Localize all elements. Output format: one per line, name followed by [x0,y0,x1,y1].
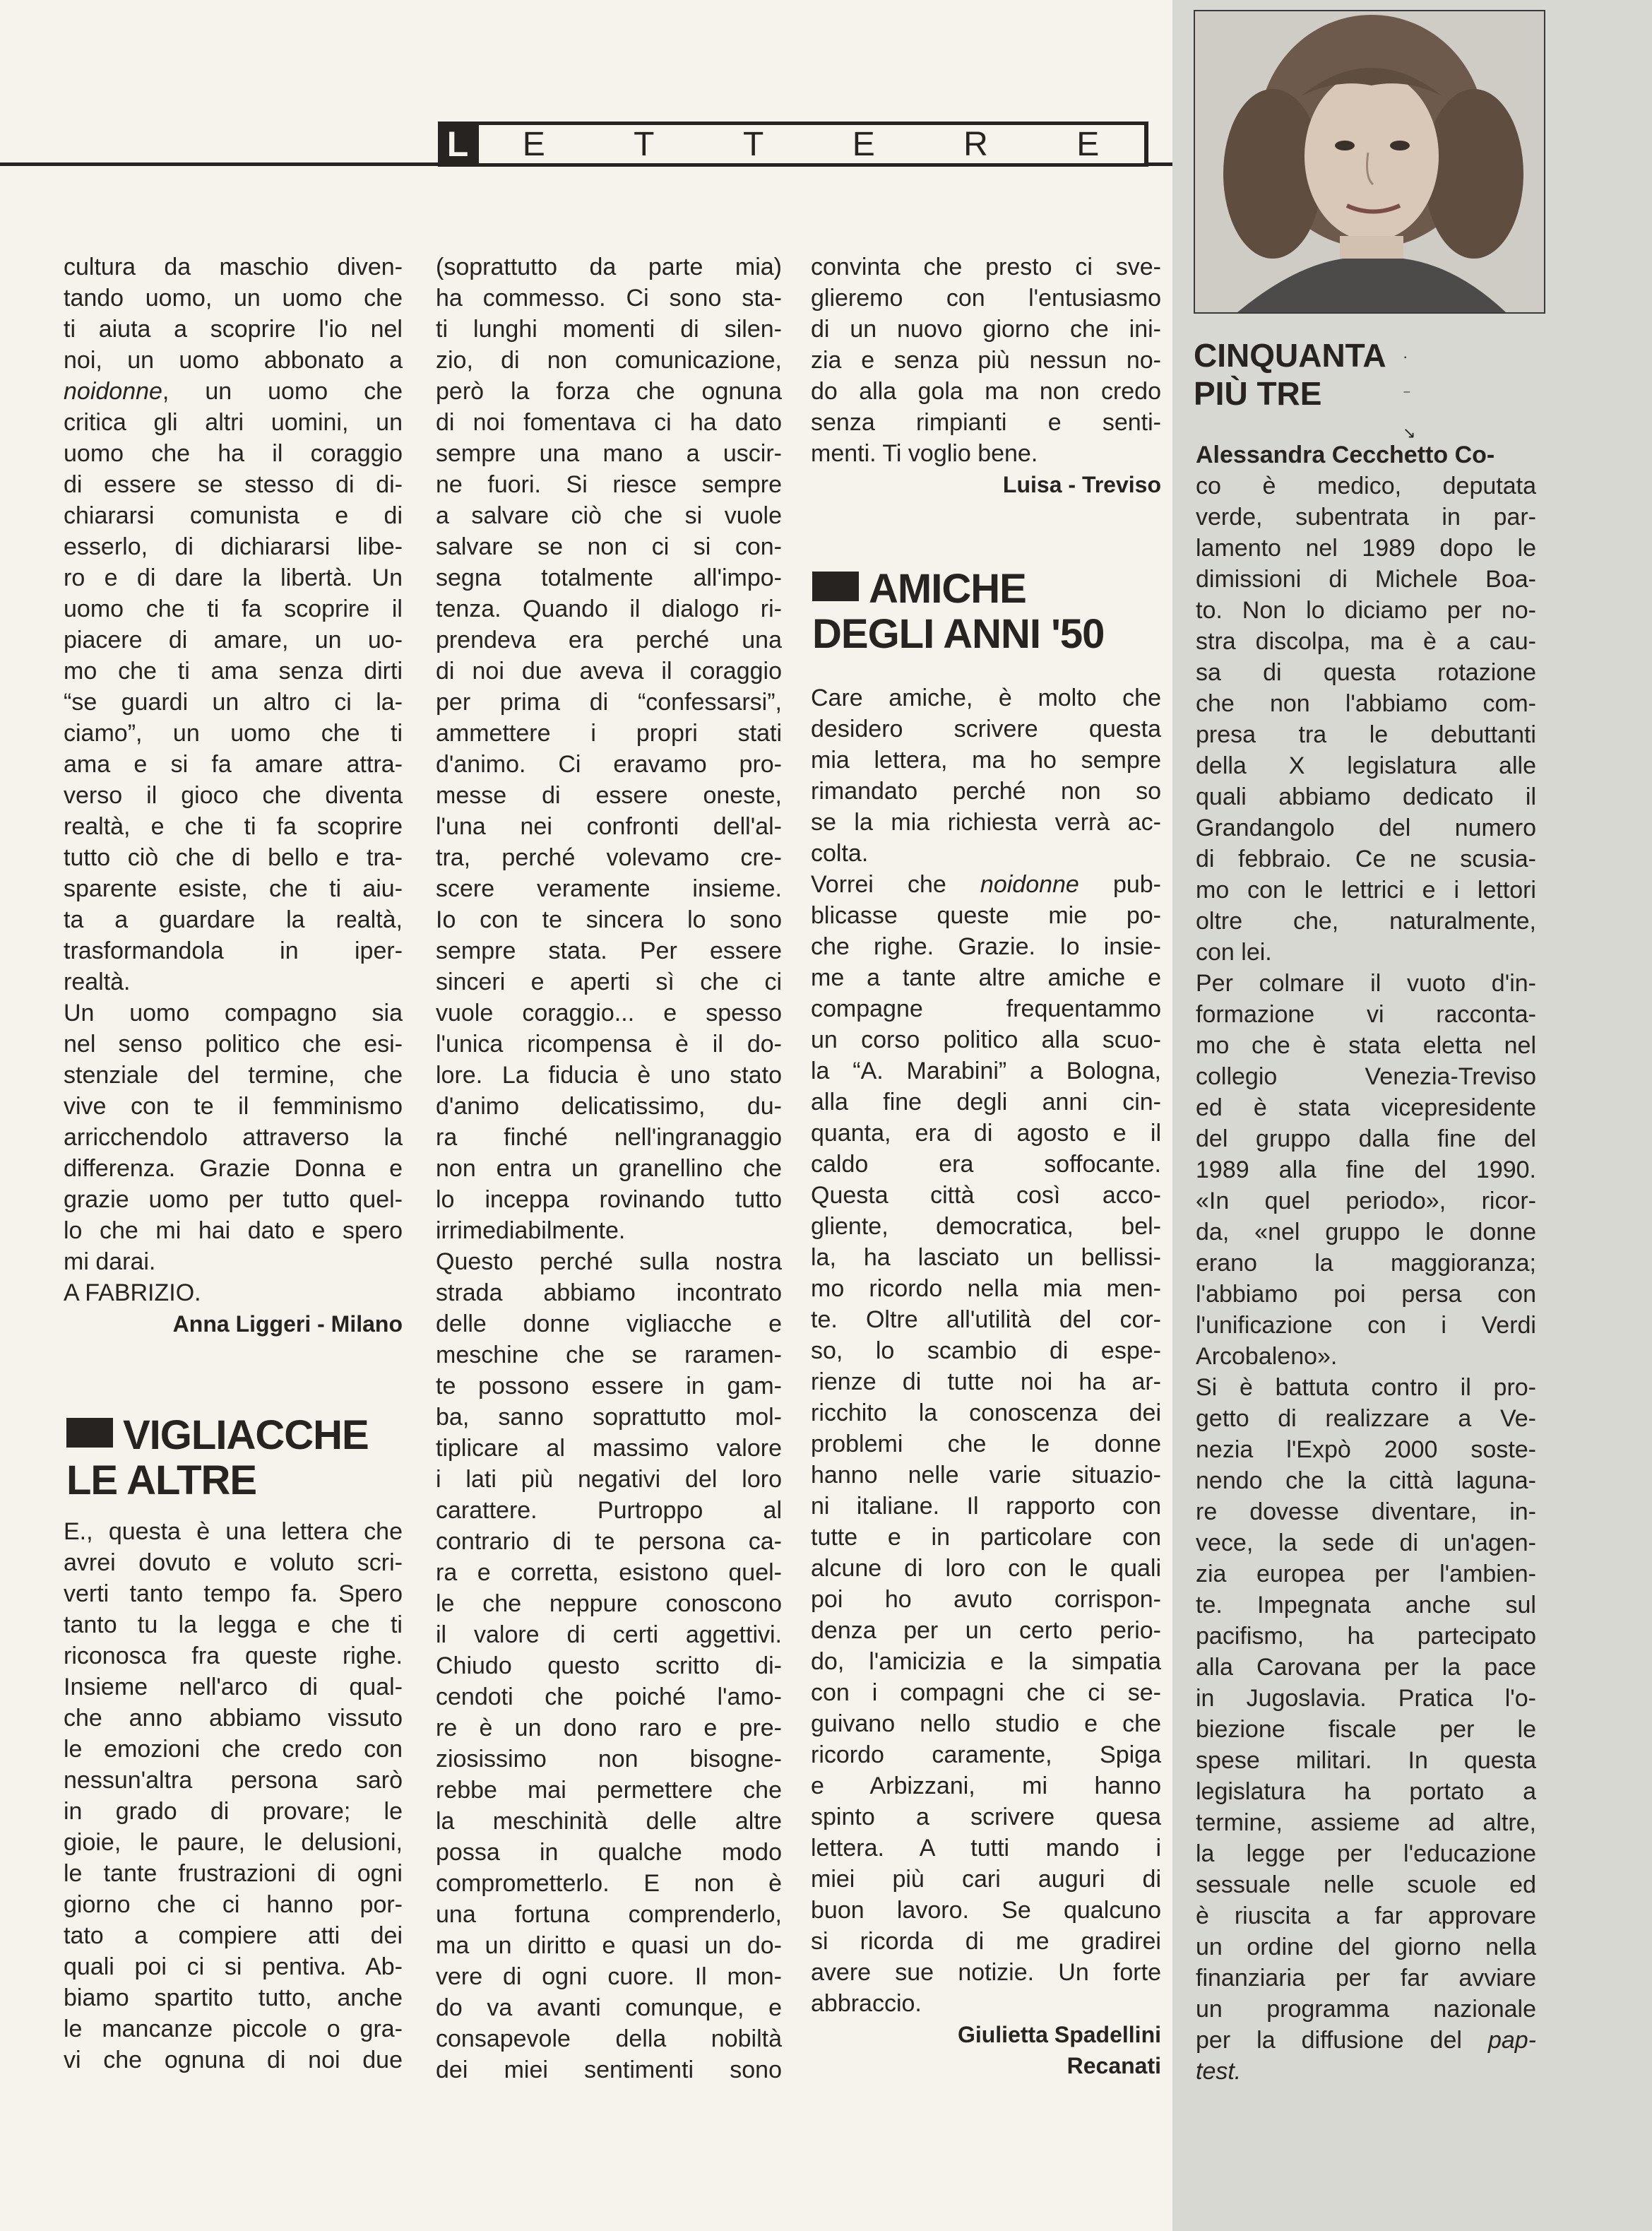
sidebar-title [1194,336,1416,442]
text-line: rimandato perché non so [811,778,1161,805]
text-line: rebbe mai permettere che [436,1777,782,1804]
text-line: ne fuori. Si riesce sempre [436,471,782,498]
text-line: pacifismo, ha partecipato [1196,1623,1536,1650]
text-line: prendeva era perché una [436,627,782,653]
text-line: possa in qualche modo [436,1839,782,1866]
text-line: non entra un granellino che [436,1155,782,1182]
letter-signature: Luisa - Treviso [1002,472,1161,497]
text-line: e Arbizzani, mi hanno [811,1773,1161,1799]
heading-line-1: AMICHE [869,566,1026,612]
text-line: lo inceppa rovinando tutto [436,1186,782,1213]
text-line: arricchendolo attraverso la [64,1124,403,1151]
text-line: ro e di dare la libertà. Un [64,564,403,591]
text-line: esserlo, di dichiararsi libe- [64,533,403,560]
text-line: sparente esiste, che ti aiu- [64,875,403,902]
text-line: d'animo delicatissimo, du- [436,1093,782,1120]
text-line: do, l'amicizia e la simpatia [811,1648,1161,1675]
text-line: il valore di certi aggettivi. [436,1621,782,1648]
text-line: do va avanti comunque, e [436,1994,782,2021]
text-line: con lei. [1196,939,1272,966]
letter-column-2 [436,251,782,2085]
text-line: tutte e in particolare con [811,1524,1161,1551]
text-line: «In quel periodo», ricor- [1196,1188,1536,1214]
text-line: cultura da maschio diven- [64,254,403,280]
text-line: l'abbiamo poi persa con [1196,1281,1536,1308]
text-line: biamo spartito tutto, anche [64,1984,403,2011]
text-line: sessuale nelle scuole ed [1196,1871,1536,1898]
text-line: quali poi ci si pentiva. Ab- [64,1953,403,1980]
text-line: tra, perché volevamo cre- [436,844,782,871]
text-line: meschine che se raramen- [436,1342,782,1368]
text-line: “se guardi un altro ci la- [64,689,403,716]
text-line: grazie uomo per tutto quel- [64,1186,403,1213]
text-line: contrario di te persona ca- [436,1528,782,1555]
header-letter: T [634,125,656,163]
text-line: però la forza che ognuna [436,378,782,405]
text-line: mi darai. [64,1248,156,1275]
text-line: blicasse queste mie po- [811,902,1161,929]
text-line: biezione fiscale per le [1196,1716,1536,1743]
text-line: sempre una mano a uscir- [436,440,782,467]
text-line: i lati più negativi del loro [436,1466,782,1493]
heading-bullet-block [812,572,859,601]
text-line: te possono essere in gam- [436,1373,782,1399]
sidebar-title-line-1: CINQUANTA [1194,337,1386,374]
text-line: caldo era soffocante. [811,1151,1161,1178]
letter-signature-city: Recanati [1066,2053,1161,2078]
text-line: riconosca fra queste righe. [64,1643,403,1669]
text-line: dimissioni di Michele Boa- [1196,566,1536,593]
text-line: noidonne, un uomo che [64,378,403,405]
text-line: tutto ciò che di bello e tra- [64,844,403,871]
text-line: vuole coraggio... e spesso [436,1000,782,1026]
text-line: una fortuna comprenderlo, [436,1901,782,1928]
text-line: ammettere i propri stati [436,720,782,747]
text-line: con i compagni che ci se- [811,1679,1161,1706]
text-line: la legge per l'educazione [1196,1840,1536,1867]
text-line: consapevole della nobiltà [436,2025,782,2052]
header-letter: E [1076,125,1101,163]
text-line: re dovesse diventare, in- [1196,1498,1536,1525]
text-line: ra e corretta, esistono quel- [436,1559,782,1586]
text-line: uomo che ti fa scoprire il [64,596,403,622]
text-line: Vorrei che noidonne pub- [811,871,1162,898]
header-letter: R [963,125,990,163]
text-line: realtà. [64,969,131,995]
text-line: le emozioni che credo con [64,1736,403,1763]
text-line: lore. La fiducia è uno stato [436,1062,782,1089]
sidebar-title-line-2: PIÙ TRE [1194,375,1322,412]
letter-heading-amiche [812,567,1158,657]
text-line: dei miei sentimenti sono [436,2057,782,2083]
heading-line-2: LE ALTRE [66,1457,257,1503]
text-line: glieremo con l'entusiasmo [811,285,1161,312]
text-line: l'unica ricompensa è il do- [436,1031,782,1058]
text-line: abbraccio. [811,1990,922,2017]
text-line: verti tanto tempo fa. Spero [64,1580,403,1607]
text-line: Grandangolo del numero [1196,815,1536,841]
magazine-name: noidonne [64,378,162,405]
header-letter: E [522,125,547,163]
text-line: ha commesso. Ci sono sta- [436,285,782,312]
text-line: ama e si fa amare attra- [64,751,403,778]
text-line: convinta che presto ci sve- [811,254,1161,280]
text-line: Care amiche, è molto che [811,685,1161,711]
text-line: presa tra le debuttanti [1196,721,1536,748]
text-line: vere di ogni cuore. Il mon- [436,1963,782,1990]
text-line: realtà, e che ti fa scoprire [64,813,403,840]
text-line: Arcobaleno». [1196,1343,1338,1370]
header-letter: T [742,125,766,163]
text-line: tando uomo, un uomo che [64,285,403,312]
text-line: chiararsi comunista e di [64,502,403,529]
portrait-photo [1194,10,1545,314]
text-line: finanziaria per far avviare [1196,1965,1536,1992]
text-line: comprometterlo. E non è [436,1870,782,1897]
text-line: di essere se stesso di di- [64,471,403,498]
text-line: compagne frequentammo [811,995,1161,1022]
text-line: ma un diritto e quasi un do- [436,1932,782,1959]
text-line: avere sue notizie. Un forte [811,1959,1161,1986]
text-line: poi ho avuto corrispon- [811,1586,1161,1613]
text-line: ra finché nell'ingranaggio [436,1124,782,1151]
text-line: Si è battuta contro il pro- [1196,1374,1536,1401]
text-line: l'una nei confronti dell'al- [436,813,782,840]
text-line: ba, sanno soprattutto mol- [436,1404,782,1431]
text-line: stenziale del termine, che [64,1062,403,1089]
text-line: di febbraio. Ce ne scusia- [1196,846,1536,872]
text-line: desidero scrivere questa [811,716,1161,742]
text-line: un ordine del giorno nella [1196,1934,1536,1960]
text-line: che anno abbiamo vissuto [64,1705,403,1732]
text-line: senza rimpianti e senti- [811,409,1161,436]
text-line: mo con le lettrici e i lettori [1196,877,1536,904]
text-line: te. Oltre all'utilità del cor- [811,1306,1161,1333]
text-line: segna totalmente all'impo- [436,564,782,591]
text-line: tiplicare al massimo valore [436,1435,782,1462]
text-line: critica gli altri uomini, un [64,409,403,436]
text-line: Questa città così acco- [811,1182,1161,1209]
text-line: quanta, era di agosto e il [811,1120,1161,1147]
text-line: un programma nazionale [1196,1996,1536,2023]
text-line: di noi due aveva il coraggio [436,658,782,685]
text-line: la “A. Marabini” a Bologna, [811,1058,1161,1084]
text-line: vive con te il femminismo [64,1093,403,1120]
text-line: (soprattutto da parte mia) [436,254,782,280]
text-line: zia europea per l'ambien- [1196,1561,1536,1587]
text-line: Io con te sincera lo sono [436,906,782,933]
text-line: le tante frustrazioni di ogni [64,1860,403,1887]
text-line: sinceri e aperti sì che ci [436,969,782,995]
text-line: ed è stata vicepresidente [1196,1094,1536,1121]
text-line: erano la maggioranza; [1196,1250,1536,1277]
text-line: nendo che la città laguna- [1196,1467,1536,1494]
text-line: d'animo. Ci eravamo pro- [436,751,782,778]
text-line: l'unificazione con i Verdi [1196,1312,1536,1339]
text-line: mo che ti ama senza dirti [64,658,403,685]
text-line: hanno nelle varie situazio- [811,1462,1161,1489]
text-line: legislatura ha portato a [1196,1778,1536,1805]
text-line: si ricorda di me gradirei [811,1928,1161,1955]
text-line: so, lo scambio di espe- [811,1337,1161,1364]
text-line: co è medico, deputata [1196,473,1536,499]
letter-body [811,251,1161,469]
text-line: lo che mi hai dato e spero [64,1217,403,1244]
text-line: carattere. Purtroppo al [436,1497,782,1524]
text-line: Un uomo compagno sia [64,1000,403,1026]
text-line: le mancanze piccole o gra- [64,2016,403,2042]
text-line: buon lavoro. Se qualcuno [811,1897,1161,1924]
text-line: tato a compiere atti dei [64,1922,403,1949]
text-line: gioie, le paure, le delusioni, [64,1829,403,1856]
text-line: la meschinità delle altre [436,1808,782,1835]
letter-column-3 [811,251,1161,500]
text-line: verso il gioco che diventa [64,782,403,809]
text-line: ciamo”, un uomo che ti [64,720,403,747]
text-line: piacere di amare, un uo- [64,627,403,653]
text-line: di un nuovo giorno che ini- [811,316,1161,343]
text-line: cendoti che poiché l'amo- [436,1683,782,1710]
text-line: irrimediabilmente. [436,1217,626,1244]
text-line: differenza. Grazie Donna e [64,1155,403,1182]
text-line: zio, di non comunicazione, [436,347,782,374]
text-line: strada abbiamo incontrato [436,1279,782,1306]
text-line: colta. [811,840,869,867]
text-line: quali abbiamo dedicato il [1196,783,1536,810]
text-line: E., questa è una lettera che [64,1518,403,1545]
text-line: ziosissimo non bisogne- [436,1746,782,1773]
text-line: oltre che, naturalmente, [1196,908,1536,935]
text-line: stra discolpa, ma è a cau- [1196,628,1536,655]
text-line: formazione vi racconta- [1196,1001,1536,1028]
heading-line-2: DEGLI ANNI '50 [812,611,1105,657]
text-line: da, «nel gruppo le donne [1196,1219,1536,1245]
portrait-illustration [1195,11,1544,312]
text-line: nessun'altra persona sarò [64,1767,403,1794]
text-line: spese militari. In questa [1196,1747,1536,1774]
text-line: miei più cari auguri di [811,1866,1161,1893]
text-line: Per colmare il vuoto d'in- [1196,970,1536,997]
text-line: lamento nel 1989 dopo le [1196,535,1536,562]
text-line: to. Non lo diciamo per no- [1196,597,1536,624]
header-letter: E [852,125,876,163]
text-line: menti. Ti voglio bene. [811,440,1038,467]
letter-signature: Anna Liggeri - Milano [172,1311,403,1337]
text-line: uomo che ha il coraggio [64,440,403,467]
text-line: scere veramente insieme. [436,875,782,902]
text-line: getto di realizzare a Ve- [1196,1405,1536,1432]
text-line: trasformandola in iper- [64,937,403,964]
text-line: te. Impegnata anche sul [1196,1592,1536,1618]
text-line: lettera. A tutti mando i [811,1835,1161,1862]
text-line: termine, assieme ad altre, [1196,1809,1536,1836]
heading-line-1: VIGLIACCHE [123,1412,369,1458]
text-line: spinto a scrivere quesa [811,1804,1161,1830]
text-line: un corso politico alla scuo- [811,1026,1161,1053]
text-line: salvare se non ci si con- [436,533,782,560]
text-line: sempre stata. Per essere [436,937,782,964]
text-line: me a tante altre amiche e [811,964,1161,991]
sidebar-text [1196,471,1536,2087]
text-line: a salvare ciò che si vuole [436,502,782,529]
text-line: A FABRIZIO. [64,1279,201,1306]
sidebar-title-marks: · ⁻ ↘ [1403,348,1416,442]
text-line: denza per un certo perio- [811,1617,1161,1644]
text-line: alla Carovana per la pace [1196,1654,1536,1681]
text-line: mo ricordo nella mia men- [811,1275,1161,1302]
text-line: di noi fomentava ci ha dato [436,409,782,436]
text-line: collegio Venezia-Treviso [1196,1063,1536,1090]
text-line: per prima di “confessarsi”, [436,689,782,716]
text-line: tenza. Quando il dialogo ri- [436,596,782,622]
header-letters [479,125,1144,163]
magazine-name: noidonne [980,871,1079,898]
text-line: messe di essere oneste, [436,782,782,809]
text-line: ricchito la conoscenza dei [811,1399,1161,1426]
text-line: problemi che le donne [811,1431,1161,1457]
letter-body-amiche [811,682,1161,2081]
sidebar-body [1196,439,1536,2087]
text-line: nezia l'Expò 2000 soste- [1196,1436,1536,1463]
letter-column-1 [64,251,403,1339]
text-line: Chiudo questo scritto di- [436,1652,782,1679]
text-line: che righe. Grazie. Io insie- [811,933,1161,960]
text-line: gliente, democratica, bel- [811,1213,1161,1240]
text-line: verde, subentrata in par- [1196,504,1536,531]
heading-bullet-block [66,1418,113,1448]
text-line: nel senso politico che esi- [64,1031,403,1058]
text-line: ricordo caramente, Spiga [811,1741,1161,1768]
text-line: rienze di tutte noi ha ar- [811,1368,1161,1395]
text-line: alcune di loro con le quali [811,1555,1161,1582]
text-line: le che neppure conoscono [436,1590,782,1617]
text-line: è riuscita a far approvare [1196,1902,1536,1929]
text-line: per la diffusione del pap- [1196,2027,1536,2054]
letter-body-vigliacche [64,1516,403,2076]
text-line: 1989 alla fine del 1990. [1196,1156,1536,1183]
text-line: in grado di provare; le [64,1798,403,1825]
text-line: delle donne vigliacche e [436,1310,782,1337]
letter-signature-name: Giulietta Spadellini [957,2022,1161,2047]
text-line: giorno che ci hanno por- [64,1891,403,1918]
text-line: zia e senza più nessun no- [811,347,1161,374]
letter-body [436,251,782,2085]
text-line: avrei dovuto e voluto scri- [64,1549,403,1576]
text-line: se la mia richiesta verrà ac- [811,809,1161,836]
text-line: mo che è stata eletta nel [1196,1032,1536,1059]
text-line: re è un dono raro e pre- [436,1715,782,1741]
text-line: vece, la sede di un'agen- [1196,1529,1536,1556]
text-line: ti lunghi momenti di silen- [436,316,782,343]
letter-body [64,251,403,1308]
sidebar-lead-name: Alessandra Cecchetto Co- [1196,442,1495,468]
text-line: sa di questa rotazione [1196,659,1536,686]
text-line: do alla gola ma non credo [811,378,1161,405]
section-header-lettere [438,122,1148,167]
text-line: vi che ognuna di noi due [64,2047,403,2073]
letter-heading-vigliacche [66,1413,405,1503]
text-line: test. [1196,2058,1242,2085]
text-line: che non l'abbiamo com- [1196,690,1536,717]
header-initial: L [442,125,473,163]
text-line: la, ha lasciato un bellissi- [811,1244,1161,1271]
text-line: ni italiane. Il rapporto con [811,1493,1161,1520]
text-line: guivano nello studio e che [811,1710,1161,1737]
text-line: mia lettera, ma ho sempre [811,747,1161,774]
text-line: ta a guardare la realtà, [64,906,403,933]
text-line: del gruppo dalla fine del [1196,1125,1536,1152]
text-line: ti aiuta a scoprire l'io nel [64,316,403,343]
text-line: Insieme nell'arco di qual- [64,1674,403,1700]
text-line: in Jugoslavia. Pratica l'o- [1196,1685,1536,1712]
text-line: tanto tu la legga e che ti [64,1611,403,1638]
text-line: alla fine degli anni cin- [811,1089,1161,1116]
text-line: Questo perché sulla nostra [436,1248,782,1275]
text-line: della X legislatura alle [1196,752,1536,779]
text-line: noi, un uomo abbonato a [64,347,403,374]
